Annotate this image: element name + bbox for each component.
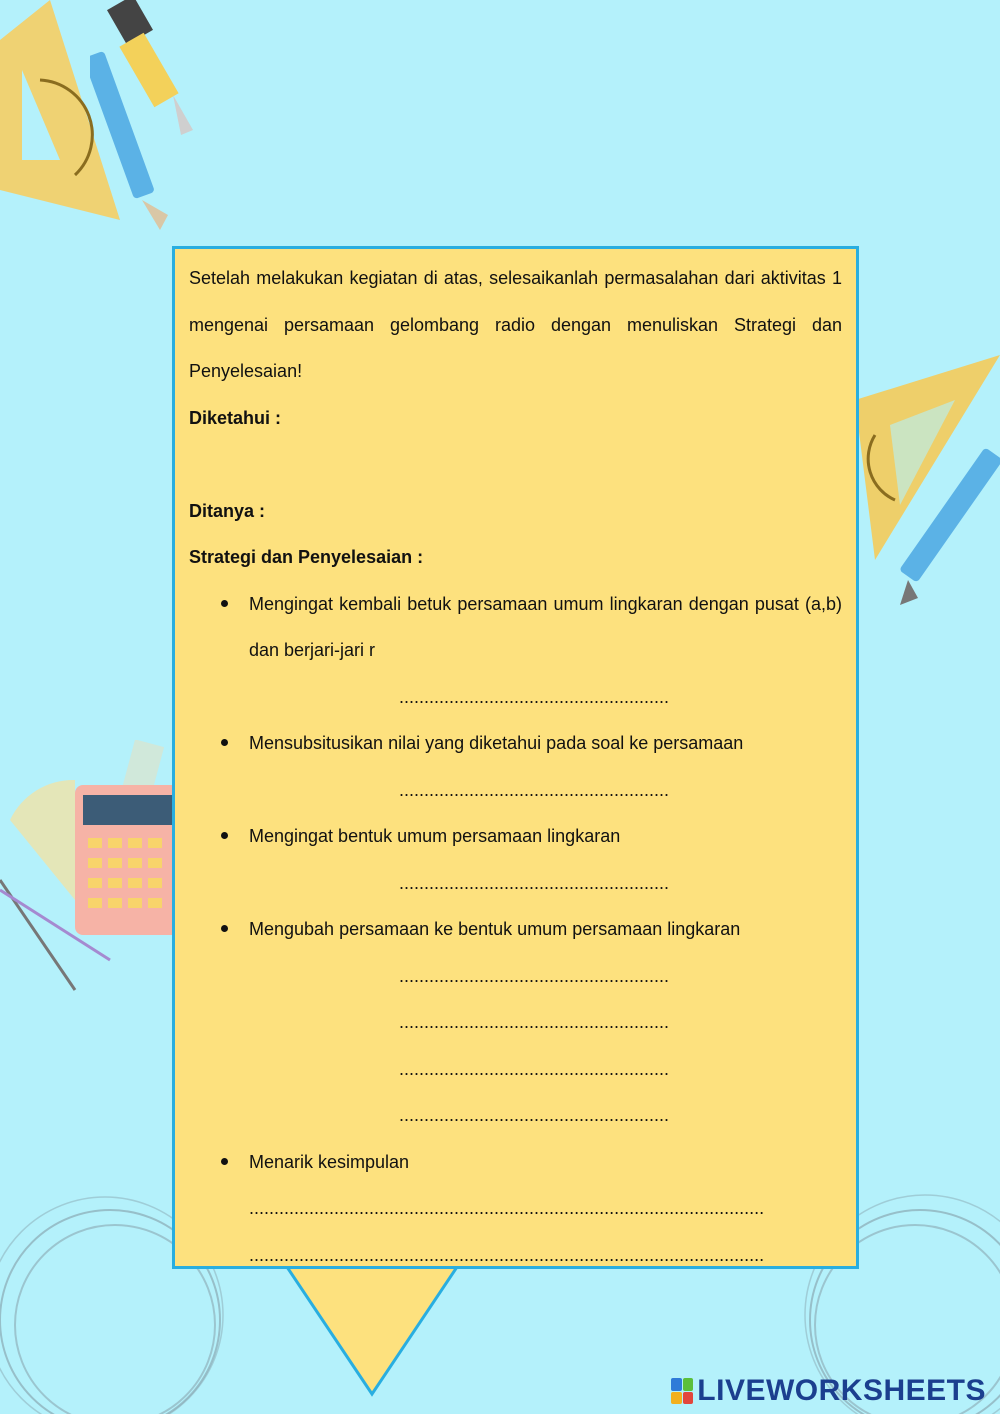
answer-blank[interactable]: ...................................................... bbox=[399, 1012, 670, 1032]
step-item bbox=[189, 1139, 842, 1186]
calculator-icon bbox=[0, 740, 172, 1000]
answer-blank[interactable]: ...................................................... bbox=[399, 1058, 670, 1079]
step-text: Mensubsitusikan nilai yang diketahui pada soal ke persamaan bbox=[249, 733, 744, 753]
question-box bbox=[172, 246, 859, 1269]
conclusion-blank[interactable]: ....................................................................................................... bbox=[249, 1198, 765, 1218]
answer-blank[interactable]: ...................................................... bbox=[399, 686, 670, 707]
strategi-label: Strategi dan Penyelesaian : bbox=[189, 547, 424, 567]
liveworksheets-logo bbox=[671, 1374, 986, 1408]
answer-blank[interactable]: ...................................................... bbox=[399, 779, 670, 800]
bullet-icon bbox=[221, 1158, 228, 1165]
liveworksheets-logo-icon bbox=[671, 1378, 693, 1404]
pen-top-icon bbox=[95, 0, 195, 140]
answer-blank[interactable]: ...................................................... bbox=[399, 872, 670, 893]
ditanya-label: Ditanya : bbox=[189, 500, 266, 521]
conclusion-blank[interactable]: ....................................................................................................... bbox=[249, 1244, 765, 1265]
step-item bbox=[189, 581, 842, 674]
brand-name: LIVEWORKSHEETS bbox=[697, 1374, 986, 1407]
bullet-icon bbox=[221, 739, 228, 746]
pencil-right-icon bbox=[900, 440, 1000, 610]
instruction-text: Setelah melakukan kegiatan di atas, selesaikanlah permasalahan dari aktivitas 1 mengenai persamaan gelombang radio dengan menuliskan Strategi dan Penyelesaian! bbox=[189, 268, 842, 381]
answer-blank[interactable]: ...................................................... bbox=[399, 965, 670, 986]
diketahui-label: Diketahui : bbox=[189, 407, 282, 428]
bubble-tail bbox=[282, 1264, 462, 1399]
step-text: Mengingat bentuk umum persamaan lingkaran bbox=[249, 826, 621, 846]
step-item bbox=[189, 813, 842, 860]
step-text: Mengingat kembali betuk persamaan umum lingkaran dengan pusat (a,b) dan berjari-jari r bbox=[249, 593, 842, 660]
bullet-icon bbox=[221, 600, 228, 607]
step-text: Mengubah persamaan ke bentuk umum persamaan lingkaran bbox=[249, 919, 741, 939]
answer-blank[interactable]: ...................................................... bbox=[399, 1105, 670, 1125]
diketahui-answer-area[interactable] bbox=[189, 441, 842, 488]
step-text: Menarik kesimpulan bbox=[249, 1151, 410, 1172]
bullet-icon bbox=[221, 925, 228, 932]
bullet-icon bbox=[221, 832, 228, 839]
step-item bbox=[189, 906, 842, 953]
step-item bbox=[189, 720, 842, 767]
